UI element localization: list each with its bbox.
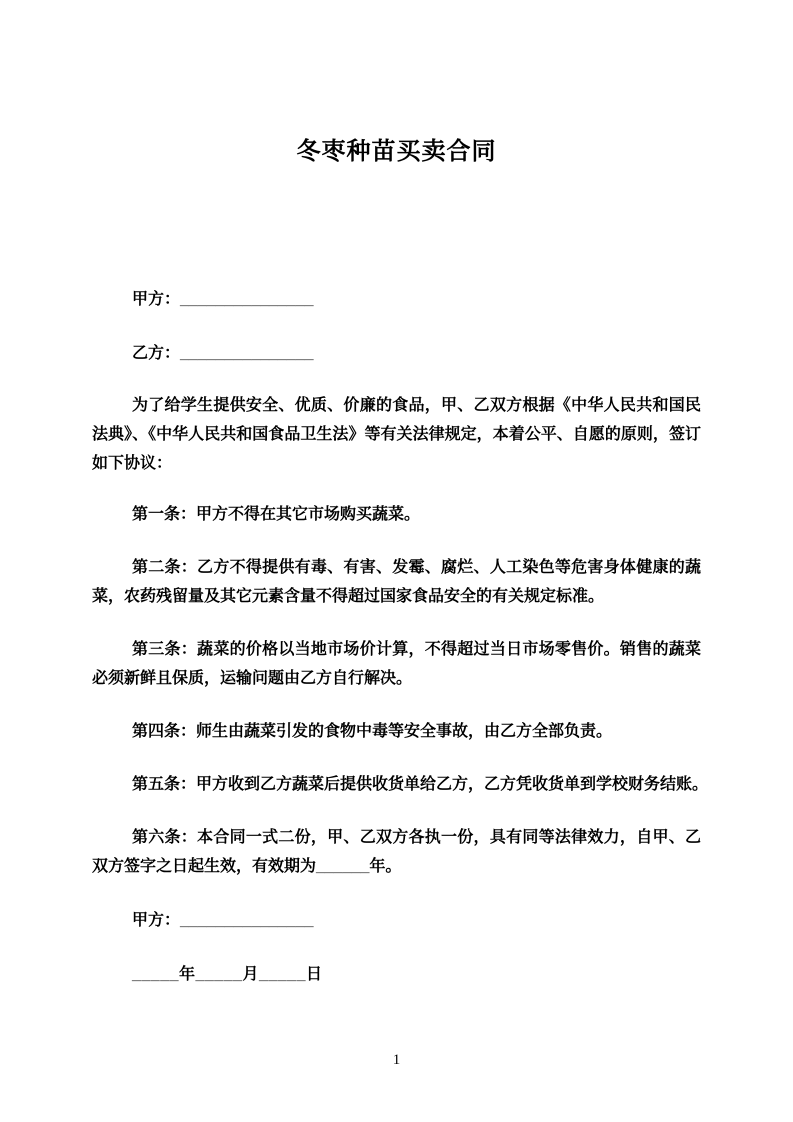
clause-3: 第三条：蔬菜的价格以当地市场价计算，不得超过当日市场零售价。销售的蔬菜必须新鲜且保质，运输问题由乙方自行解决。 (92, 641, 701, 687)
document-title: 冬枣种苗买卖合同 (296, 138, 497, 165)
party-a-blank: _______________ (180, 291, 314, 308)
page-number: 1 (392, 1052, 401, 1068)
party-a-line (92, 285, 701, 314)
intro-paragraph: 为了给学生提供安全、优质、价廉的食品，甲、乙双方根据《中华人民共和国民法典》、《中华人民共和国食品卫生法》等有关法律规定，本着公平、自愿的原则，签订如下协议： (92, 397, 701, 472)
clause-2: 第二条：乙方不得提供有毒、有害、发霉、腐烂、人工染色等危害身体健康的蔬菜，农药残留量及其它元素含量不得超过国家食品安全的有关规定标准。 (92, 559, 701, 605)
signature-party-a-blank: _______________ (180, 912, 314, 929)
clause-5: 第五条：甲方收到乙方蔬菜后提供收货单给乙方，乙方凭收货单到学校财务结账。 (132, 776, 709, 793)
party-b-label: 乙方： (132, 345, 181, 362)
party-b-line (92, 339, 701, 368)
signature-party-a-line (92, 906, 701, 935)
party-b-blank: _______________ (180, 345, 314, 362)
signature-date-line: _____年_____月_____日 (132, 966, 323, 983)
clause-6: 第六条：本合同一式二份，甲、乙双方各执一份，具有同等法律效力，自甲、乙双方签字之日起生效，有效期为______年。 (92, 829, 701, 875)
clause-1: 第一条：甲方不得在其它市场购买蔬菜。 (132, 506, 421, 523)
clause-4: 第四条：师生由蔬菜引发的食物中毒等安全事故，由乙方全部负责。 (132, 723, 613, 740)
signature-party-a-label: 甲方： (132, 912, 181, 929)
party-a-label: 甲方： (132, 291, 181, 308)
